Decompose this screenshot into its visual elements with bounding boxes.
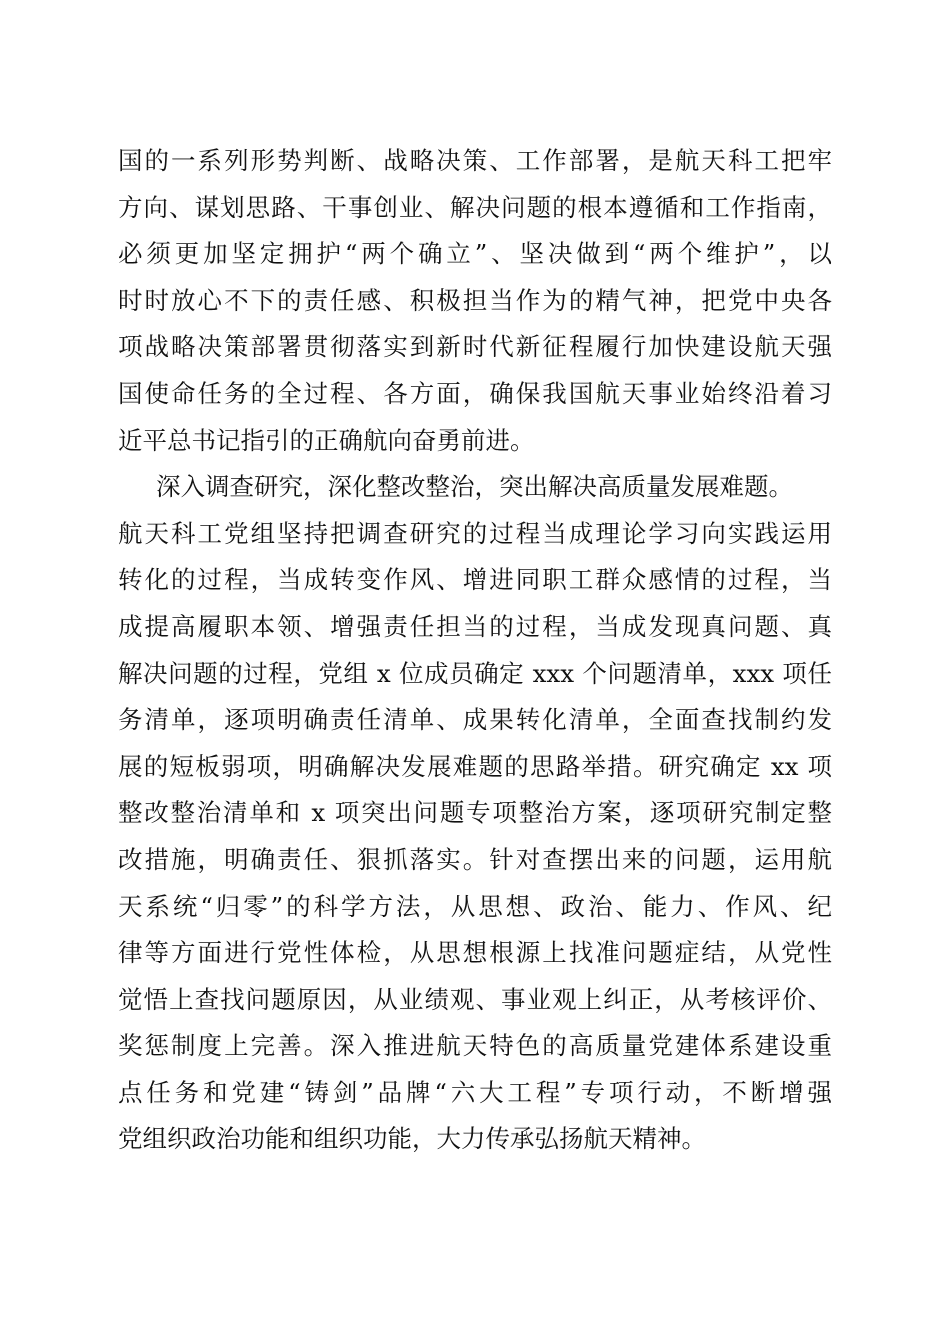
text-line: 近平总书记指引的正确航向奋勇前进。	[118, 425, 535, 455]
text-line: 点任务和党建“铸剑”品牌“六大工程”专项行动，不断增强	[118, 1077, 832, 1107]
text-line: 务清单，逐项明确责任清单、成果转化清单，全面查找制约发	[118, 705, 832, 735]
text-line: 国的一系列形势判断、战略决策、工作部署，是航天科工把牢	[118, 146, 832, 175]
text-line: 项战略决策部署贯彻落实到新时代新征程履行加快建设航天强	[118, 332, 832, 362]
text-line: 航天科工党组坚持把调查研究的过程当成理论学习向实践运用	[118, 518, 832, 548]
text-line: 深入调查研究，深化整改整治，突出解决高质量发展难题。	[156, 472, 793, 502]
text-line: 方向、谋划思路、干事创业、解决问题的根本遵循和工作指南，	[118, 192, 832, 222]
text-line: 必须更加坚定拥护“两个确立”、坚决做到“两个维护”，以	[118, 239, 832, 269]
text-line: 时时放心不下的责任感、积极担当作为的精气神，把党中央各	[118, 285, 832, 315]
text-line: 改措施，明确责任、狠抓落实。针对查摆出来的问题，运用航	[118, 844, 832, 874]
text-line: 律等方面进行党性体检，从思想根源上找准问题症结，从党性	[118, 938, 832, 968]
paragraph-1	[118, 138, 832, 464]
text-line: 展的短板弱项，明确解决发展难题的思路举措。研究确定 xx 项	[118, 751, 832, 781]
text-line: 转化的过程，当成转变作风、增进同职工群众感情的过程，当	[118, 565, 832, 595]
text-line: 成提高履职本领、增强责任担当的过程，当成发现真问题、真	[118, 611, 832, 641]
paragraph-2	[118, 464, 832, 1163]
text-line: 觉悟上查找问题原因，从业绩观、事业观上纠正，从考核评价、	[118, 984, 832, 1014]
text-line: 整改整治清单和 x 项突出问题专项整治方案，逐项研究制定整	[118, 798, 832, 828]
document-body	[118, 138, 832, 1163]
text-line: 党组织政治功能和组织功能，大力传承弘扬航天精神。	[118, 1124, 706, 1154]
text-line: 奖惩制度上完善。深入推进航天特色的高质量党建体系建设重	[118, 1031, 832, 1061]
text-line: 解决问题的过程，党组 x 位成员确定 xxx 个问题清单，xxx 项任	[118, 658, 832, 688]
text-line: 天系统“归零”的科学方法，从思想、政治、能力、作风、纪	[118, 891, 832, 921]
text-line: 国使命任务的全过程、各方面，确保我国航天事业始终沿着习	[118, 378, 832, 408]
